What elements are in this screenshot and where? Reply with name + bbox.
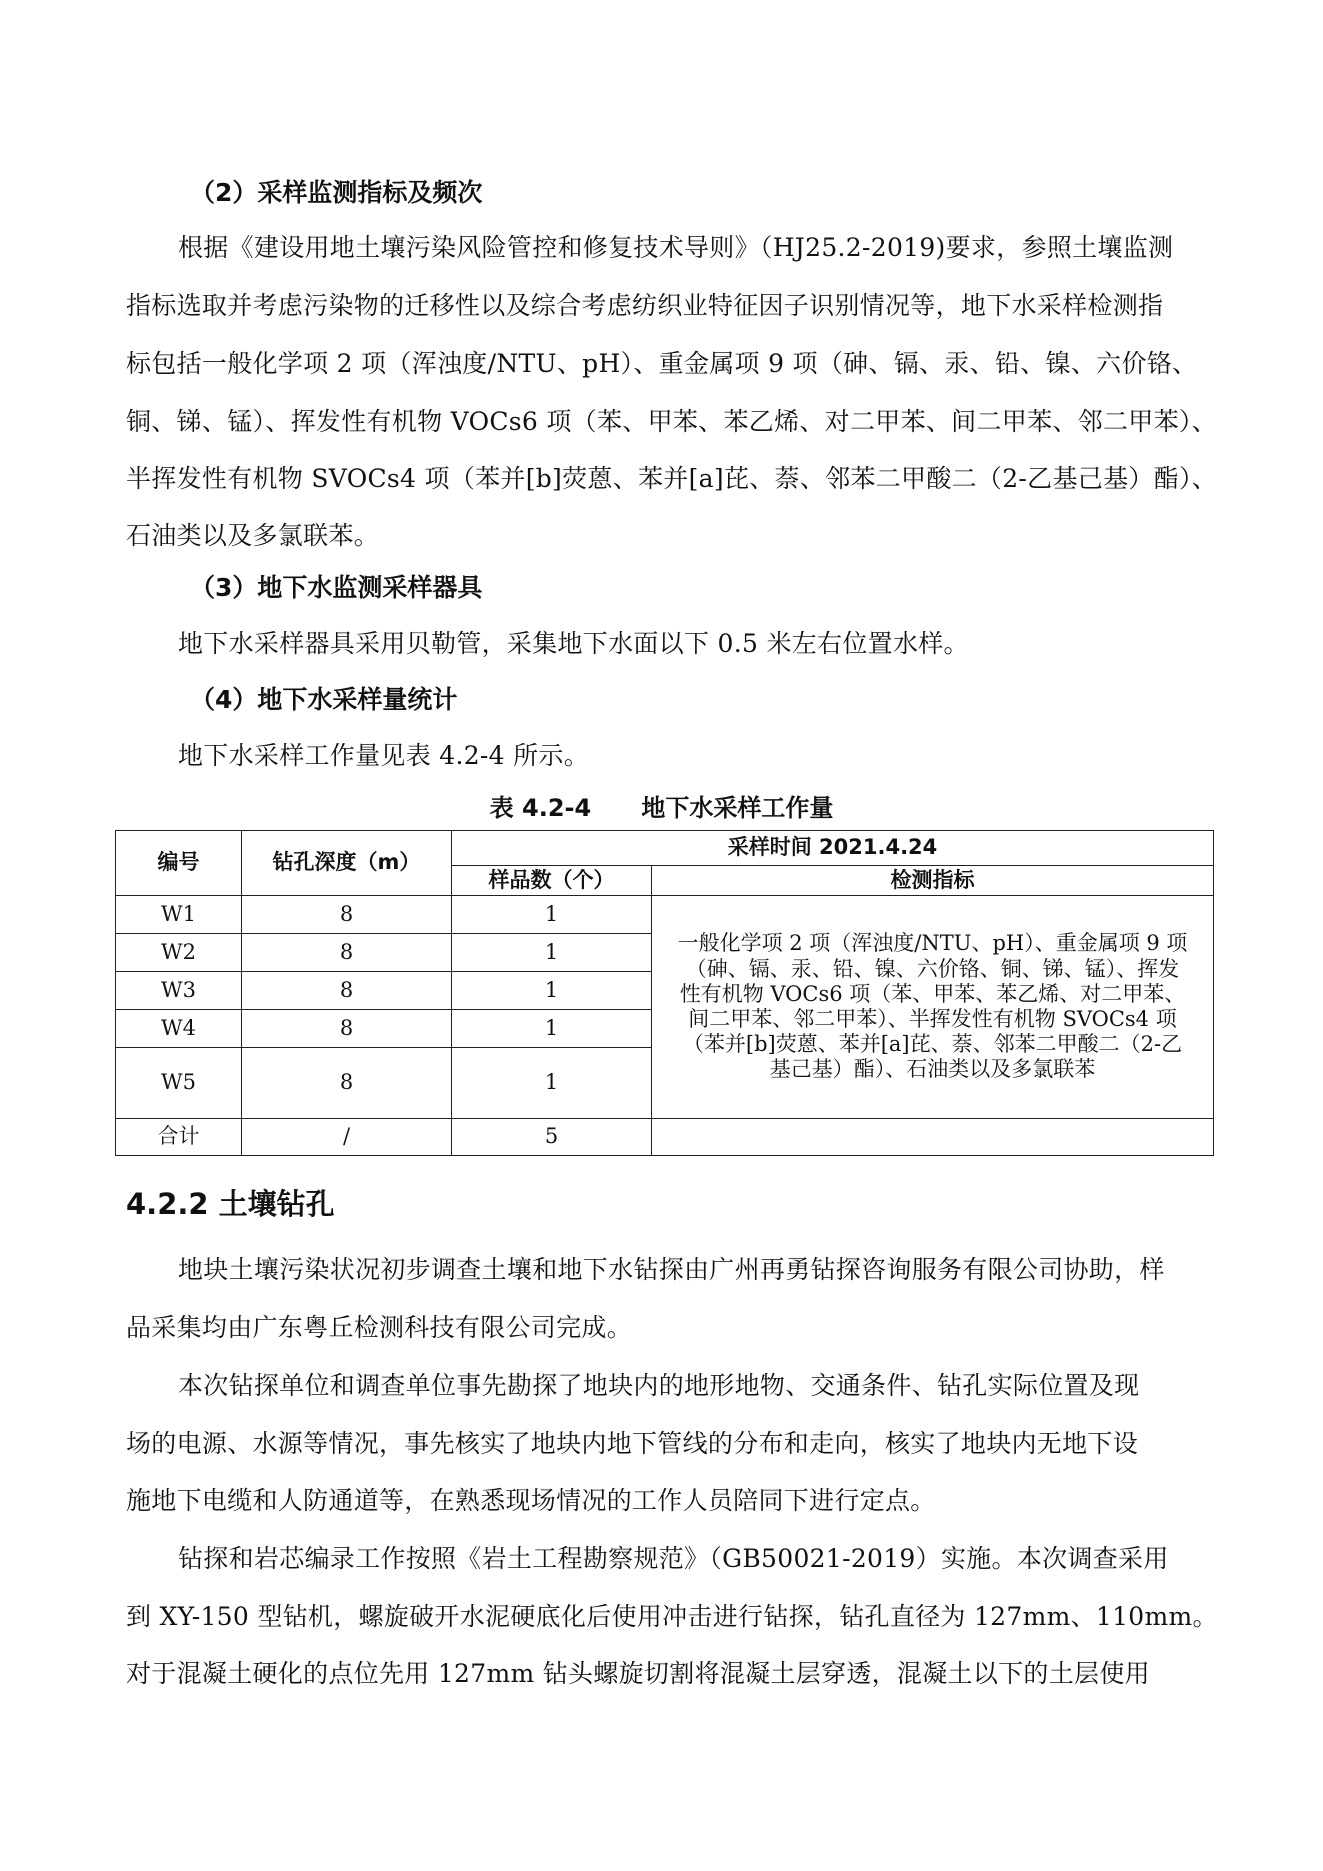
cell-id: W4 xyxy=(116,1010,242,1048)
header-sample-count: 样品数（个） xyxy=(452,866,652,896)
cell-indicators xyxy=(652,896,1214,1119)
paragraph-line: 根据《建设用地土壤污染风险管控和修复技术导则》（HJ25.2-2019)要求，参照土壤监测 xyxy=(178,233,1174,262)
header-sampling-time: 采样时间 2021.4.24 xyxy=(452,831,1214,866)
header-indicators: 检测指标 xyxy=(652,866,1214,896)
cell-id: W5 xyxy=(116,1048,242,1119)
cell-count: 1 xyxy=(452,934,652,972)
subheading-sampling-tools: （3）地下水监测采样器具 xyxy=(190,573,483,602)
indicator-line: 基己基）酯）、石油类以及多氯联苯 xyxy=(769,1057,1096,1082)
cell-id: W1 xyxy=(116,896,242,934)
paragraph-line: 铜、锑、锰）、挥发性有机物 VOCs6 项（苯、甲苯、苯乙烯、对二甲苯、间二甲苯、邻二甲苯）、 xyxy=(126,407,1217,436)
cell-depth: 8 xyxy=(242,972,452,1010)
table-header-row xyxy=(116,831,1214,866)
paragraph-line: 到 XY-150 型钻机，螺旋破开水泥硬底化后使用冲击进行钻探，钻孔直径为 127mm、110mm。 xyxy=(126,1602,1218,1631)
paragraph-line: 标包括一般化学项 2 项（浑浊度/NTU、pH）、重金属项 9 项（砷、镉、汞、铅、镍、六价铬、 xyxy=(126,349,1198,378)
indicator-line: 性有机物 VOCs6 项（苯、甲苯、苯乙烯、对二甲苯、 xyxy=(679,981,1186,1006)
cell-depth: 8 xyxy=(242,934,452,972)
cell-depth: 8 xyxy=(242,1010,452,1048)
cell-count: 1 xyxy=(452,972,652,1010)
table-row xyxy=(116,896,1214,934)
cell-total-label: 合计 xyxy=(116,1119,242,1156)
cell-count: 1 xyxy=(452,896,652,934)
cell-id: W3 xyxy=(116,972,242,1010)
paragraph-line: 地块土壤污染状况初步调查土壤和地下水钻探由广州再勇钻探咨询服务有限公司协助，样 xyxy=(178,1255,1165,1284)
cell-total-count: 5 xyxy=(452,1119,652,1156)
cell-depth: 8 xyxy=(242,896,452,934)
table-total-row xyxy=(116,1119,1214,1156)
paragraph-line: 石油类以及多氯联苯。 xyxy=(126,521,380,550)
subheading-sampling-stats: （4）地下水采样量统计 xyxy=(190,685,458,714)
cell-total-indicators xyxy=(652,1119,1214,1156)
paragraph-line: 本次钻探单位和调查单位事先勘探了地块内的地形地物、交通条件、钻孔实际位置及现 xyxy=(178,1371,1140,1400)
indicator-line: 一般化学项 2 项（浑浊度/NTU、pH）、重金属项 9 项 xyxy=(677,931,1188,956)
groundwater-sampling-table xyxy=(115,830,1214,1156)
cell-count: 1 xyxy=(452,1010,652,1048)
paragraph-line: 指标选取并考虑污染物的迁移性以及综合考虑纺织业特征因子识别情况等，地下水采样检测指 xyxy=(126,291,1164,320)
cell-depth: 8 xyxy=(242,1048,452,1119)
indicator-line: 间二甲苯、邻二甲苯）、半挥发性有机物 SVOCs4 项 xyxy=(688,1007,1177,1031)
paragraph-line: 品采集均由广东粤丘检测科技有限公司完成。 xyxy=(126,1313,633,1342)
section-title: 4.2.2 土壤钻孔 xyxy=(126,1187,335,1221)
paragraph-line: 场的电源、水源等情况，事先核实了地块内地下管线的分布和走向，核实了地块内无地下设 xyxy=(126,1429,1139,1458)
paragraph-line: 半挥发性有机物 SVOCs4 项（苯并[b]荧蒽、苯并[a]芘、萘、邻苯二甲酸二（2-乙基己基）酯）、 xyxy=(126,464,1218,493)
indicator-line: （苯并[b]荧蒽、苯并[a]芘、萘、邻苯二甲酸二（2-乙 xyxy=(682,1032,1183,1057)
subheading-sampling-indicators: （2）采样监测指标及频次 xyxy=(190,178,483,207)
indicator-line: （砷、镉、汞、铅、镍、六价铬、铜、锑、锰）、挥发 xyxy=(685,956,1180,981)
paragraph-line: 地下水采样器具采用贝勒管，采集地下水面以下 0.5 米左右位置水样。 xyxy=(178,629,969,658)
table-caption: 表 4.2-4 地下水采样工作量 xyxy=(489,794,834,822)
header-id: 编号 xyxy=(116,831,242,896)
paragraph-line: 施地下电缆和人防通道等，在熟悉现场情况的工作人员陪同下进行定点。 xyxy=(126,1486,936,1515)
cell-id: W2 xyxy=(116,934,242,972)
paragraph-line: 地下水采样工作量见表 4.2-4 所示。 xyxy=(178,741,590,770)
header-depth: 钻孔深度（m） xyxy=(242,831,452,896)
paragraph-line: 对于混凝土硬化的点位先用 127mm 钻头螺旋切割将混凝土层穿透，混凝土以下的土层使用 xyxy=(126,1659,1150,1688)
cell-total-depth: / xyxy=(242,1119,452,1156)
paragraph-line: 钻探和岩芯编录工作按照《岩土工程勘察规范》（GB50021-2019）实施。本次调查采用 xyxy=(178,1544,1169,1573)
cell-count: 1 xyxy=(452,1048,652,1119)
